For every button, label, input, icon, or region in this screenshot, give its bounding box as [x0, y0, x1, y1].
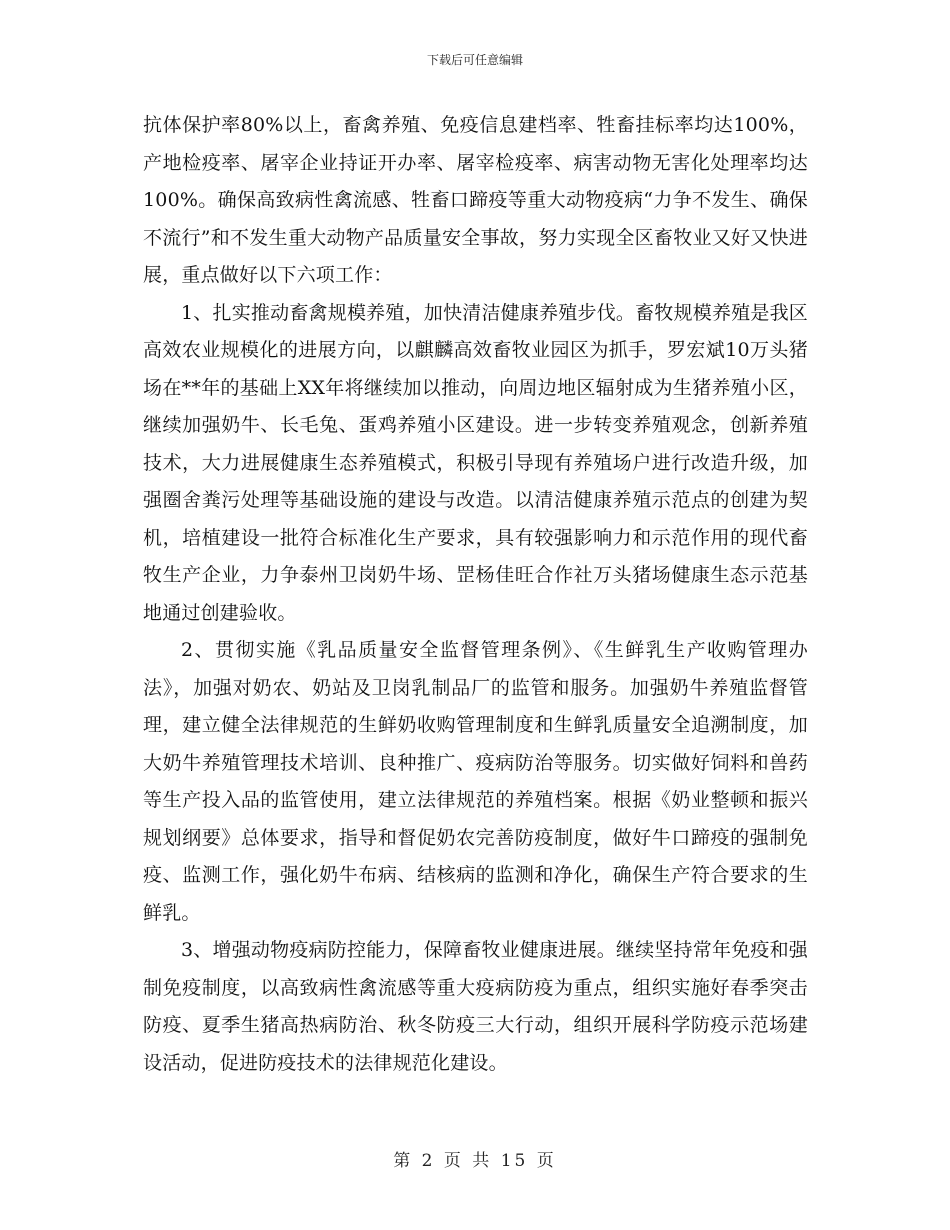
page-header: 下载后可任意编辑	[426, 53, 523, 67]
document-body	[143, 107, 808, 1082]
paragraph-continuation: 抗体保护率80%以上，畜禽养殖、免疫信息建档率、牲畜挂标率均达100%，产地检疫率、屠宰企业持证开办率、屠宰检疫率、病害动物无害化处理率均达100%。确保高致病性禽流感、牲畜口蹄疫等重大动物疫病“力争不发生、确保不流行”和不发生重大动物产品质量安全事故，努力实现全区畜牧业又好又快进展，重点做好以下六项工作：	[143, 114, 808, 286]
paragraph-item-1: 1、扎实推动畜禽规模养殖，加快清洁健康养殖步伐。畜牧规模养殖是我区高效农业规模化的进展方向，以麒麟高效畜牧业园区为抓手，罗宏斌10万头猪场在**年的基础上XX年将继续加以推动，向周边地区辐射成为生猪养殖小区，继续加强奶牛、长毛兔、蛋鸡养殖小区建设。进一步转变养殖观念，创新养殖技术，大力进展健康生态养殖模式，积极引导现有养殖场户进行改造升级，加强圈舍粪污处理等基础设施的建设与改造。以清洁健康养殖示范点的创建为契机，培植建设一批符合标准化生产要求，具有较强影响力和示范作用的现代畜牧生产企业，力争泰州卫岗奶牛场、罡杨佳旺合作社万头猪场健康生态示范基地通过创建验收。	[143, 301, 808, 624]
paragraph-item-2: 2、贯彻实施《乳品质量安全监督管理条例》、《生鲜乳生产收购管理办法》，加强对奶农、奶站及卫岗乳制品厂的监管和服务。加强奶牛养殖监督管理，建立健全法律规范的生鲜奶收购管理制度和生鲜乳质量安全追溯制度，加大奶牛养殖管理技术培训、良种推广、疫病防治等服务。切实做好饲料和兽药等生产投入品的监管使用，建立法律规范的养殖档案。根据《奶业整顿和振兴规划纲要》总体要求，指导和督促奶农完善防疫制度，做好牛口蹄疫的强制免疫、监测工作，强化奶牛布病、结核病的监测和净化，确保生产符合要求的生鲜乳。	[143, 639, 808, 924]
page-number: 第 2 页 共 15 页	[393, 1151, 557, 1171]
paragraph-item-3: 3、增强动物疫病防控能力，保障畜牧业健康进展。继续坚持常年免疫和强制免疫制度，以高致病性禽流感等重大疫病防疫为重点，组织实施好春季突击防疫、夏季生猪高热病防治、秋冬防疫三大行动，组织开展科学防疫示范场建设活动，促进防疫技术的法律规范化建设。	[143, 939, 808, 1074]
